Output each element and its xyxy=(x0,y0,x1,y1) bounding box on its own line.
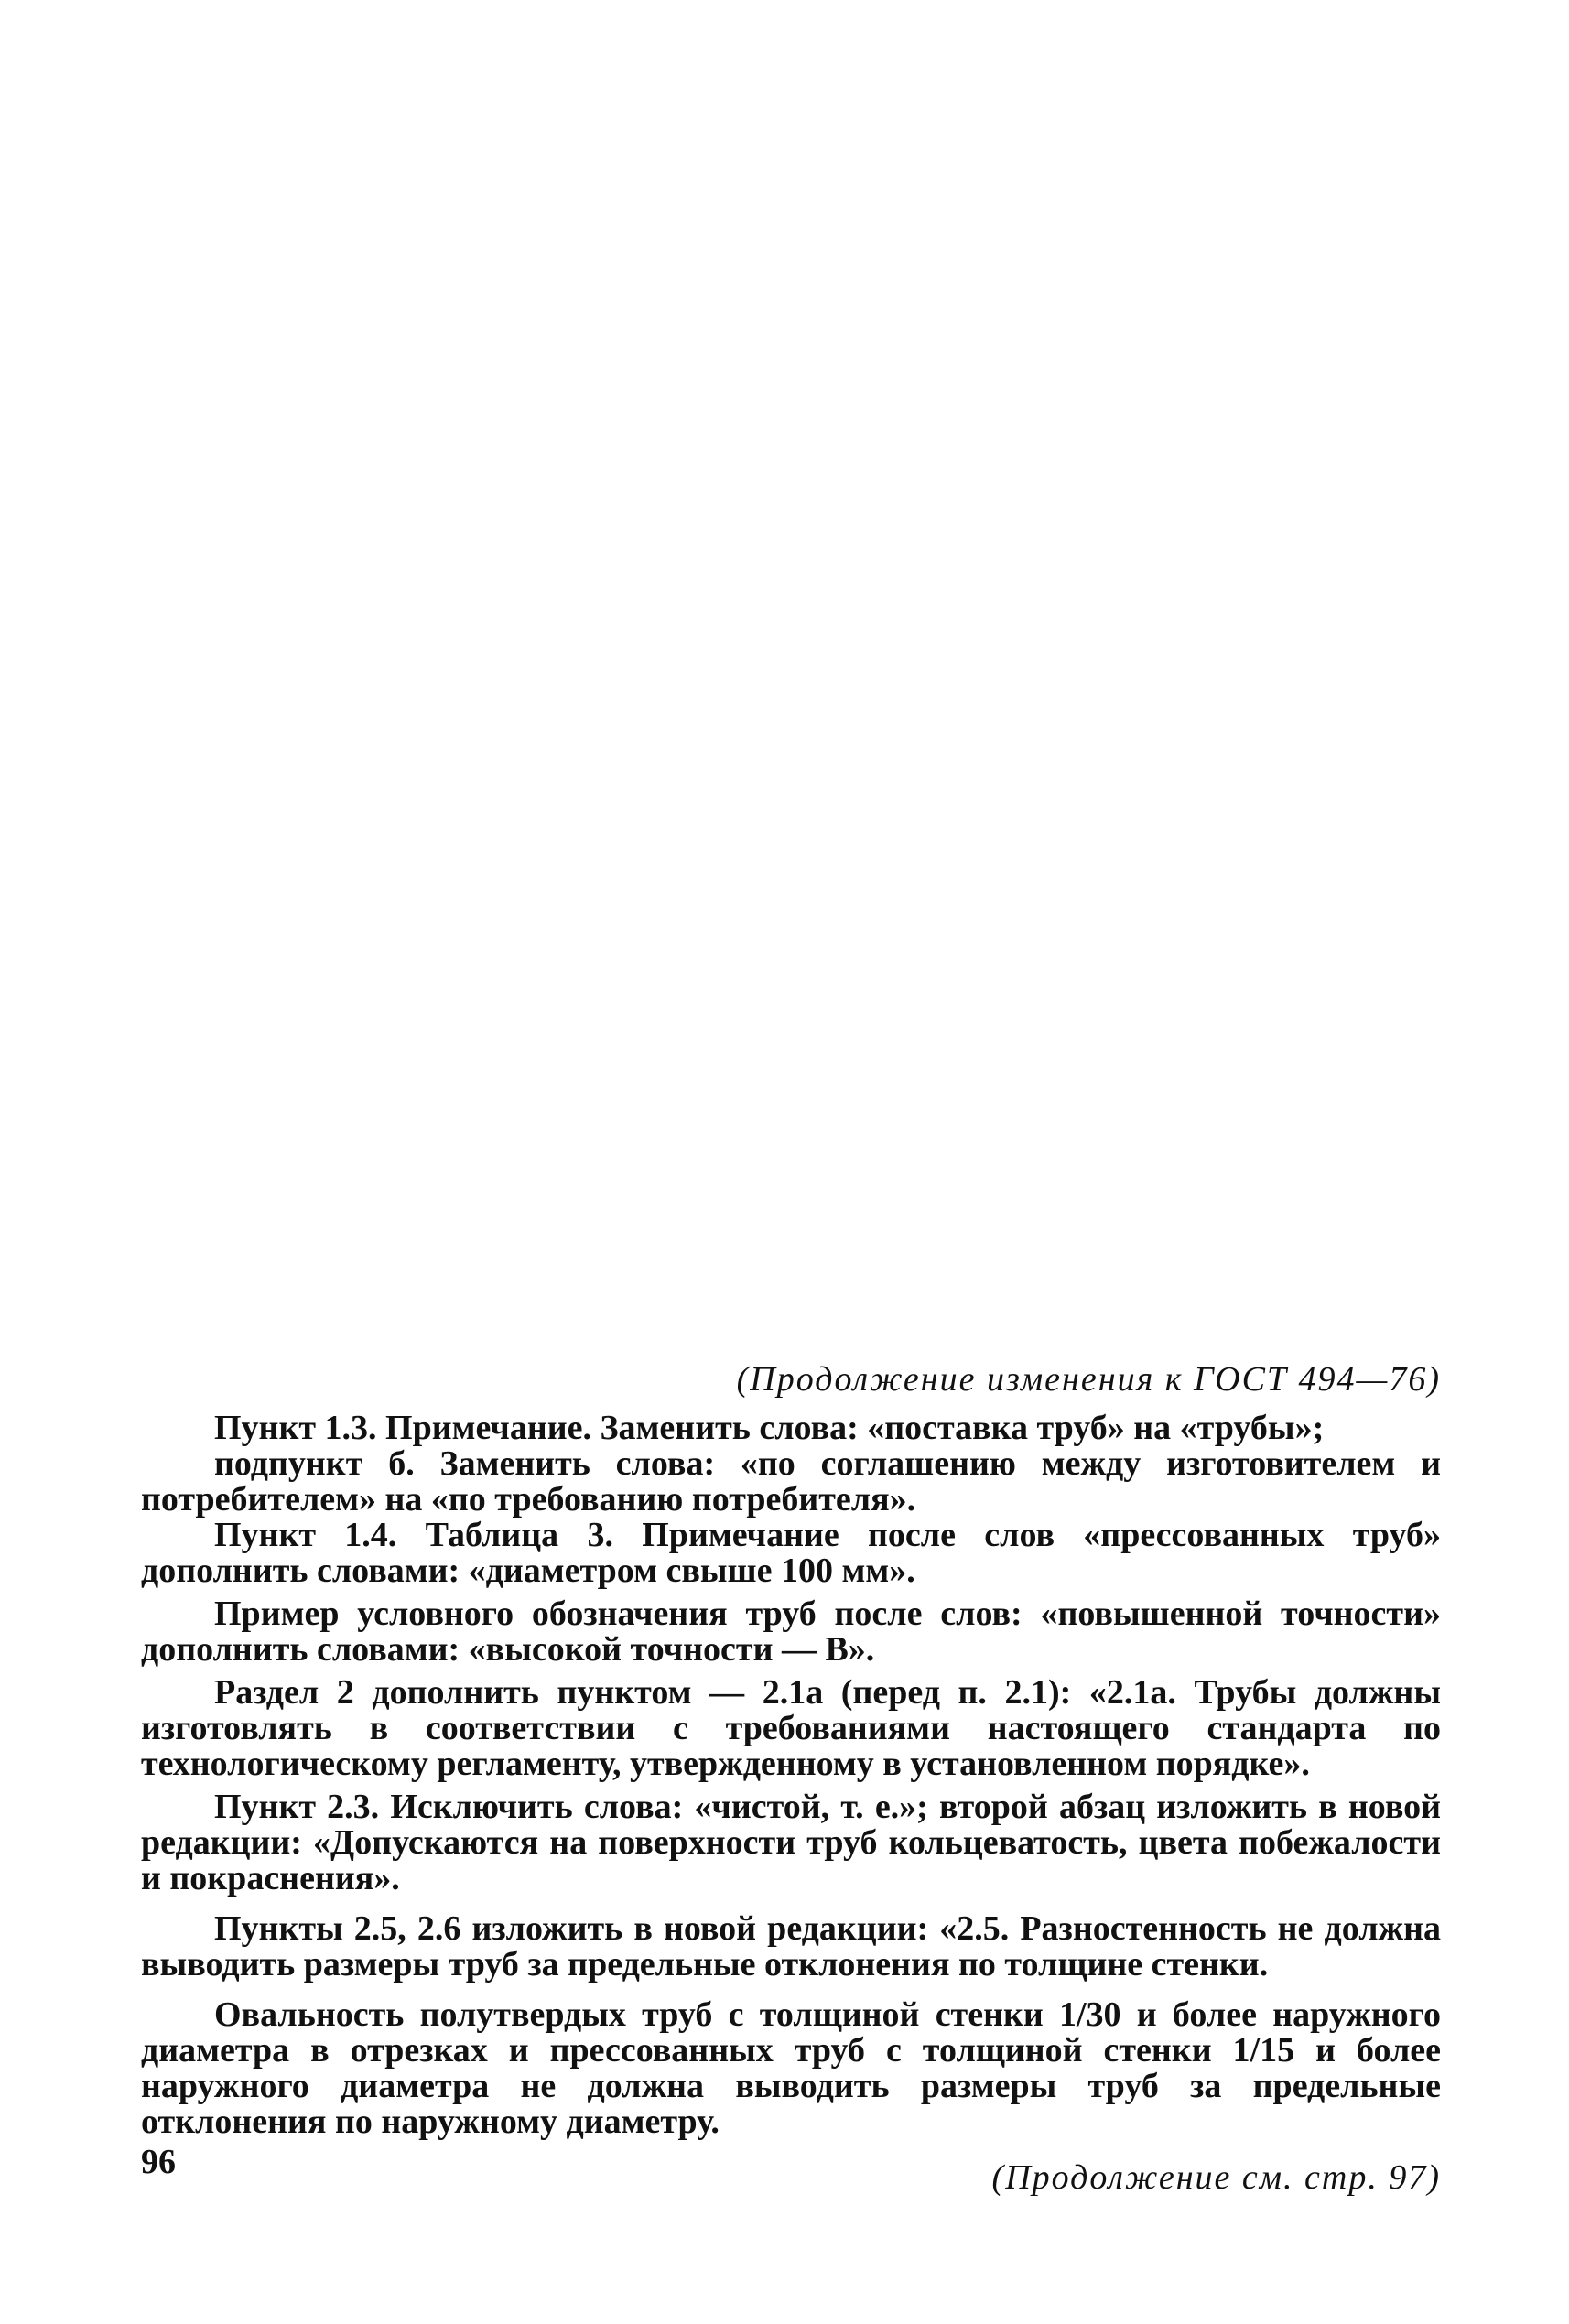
paragraph-7: Пункты 2.5, 2.6 изложить в новой редакции: «2.5. Разностенность не должна выводить размеры труб за предельные отклонения по толщине стенки. xyxy=(141,1909,1441,1984)
document-body xyxy=(141,1362,1441,2196)
paragraph-2: подпункт б. Заменить слова: «по соглашению между изготовителем и потребителем» на «по требованию потребителя». xyxy=(141,1444,1441,1519)
paragraph-3: Пункт 1.4. Таблица 3. Примечание после слов «прессованных труб» дополнить словами: «диаметром свыше 100 мм». xyxy=(141,1516,1441,1590)
page-number: 96 xyxy=(141,2143,176,2181)
paragraph-1: Пункт 1.3. Примечание. Заменить слова: «поставка труб» на «трубы»; xyxy=(214,1409,1325,1447)
continuation-footer: (Продолжение см. стр. 97) xyxy=(991,2158,1441,2197)
paragraph-5: Раздел 2 дополнить пунктом — 2.1а (перед п. 2.1): «2.1а. Трубы должны изготовлять в соответствии с требованиями настоящего стандарта по технологическому регламенту, утвержденному в установленном порядке». xyxy=(141,1673,1441,1783)
paragraph-4: Пример условного обозначения труб после слов: «повышенной точности» дополнить словами: «высокой точности — В». xyxy=(141,1594,1441,1669)
continuation-header: (Продолжение изменения к ГОСТ 494—76) xyxy=(736,1360,1441,1399)
paragraph-6: Пункт 2.3. Исключить слова: «чистой, т. е.»; второй абзац изложить в новой редакции: «Допускаются на поверхности труб кольцеватость, цвета побежалости и покраснения». xyxy=(141,1788,1441,1897)
paragraph-8: Овальность полутвердых труб с толщиной стенки 1/30 и более наружного диаметра в отрезках и прессованных труб с толщиной стенки 1/15 и более наружного диаметра не должна выводить размеры труб за предельные отклонения по наружному диаметру. xyxy=(141,1995,1441,2141)
